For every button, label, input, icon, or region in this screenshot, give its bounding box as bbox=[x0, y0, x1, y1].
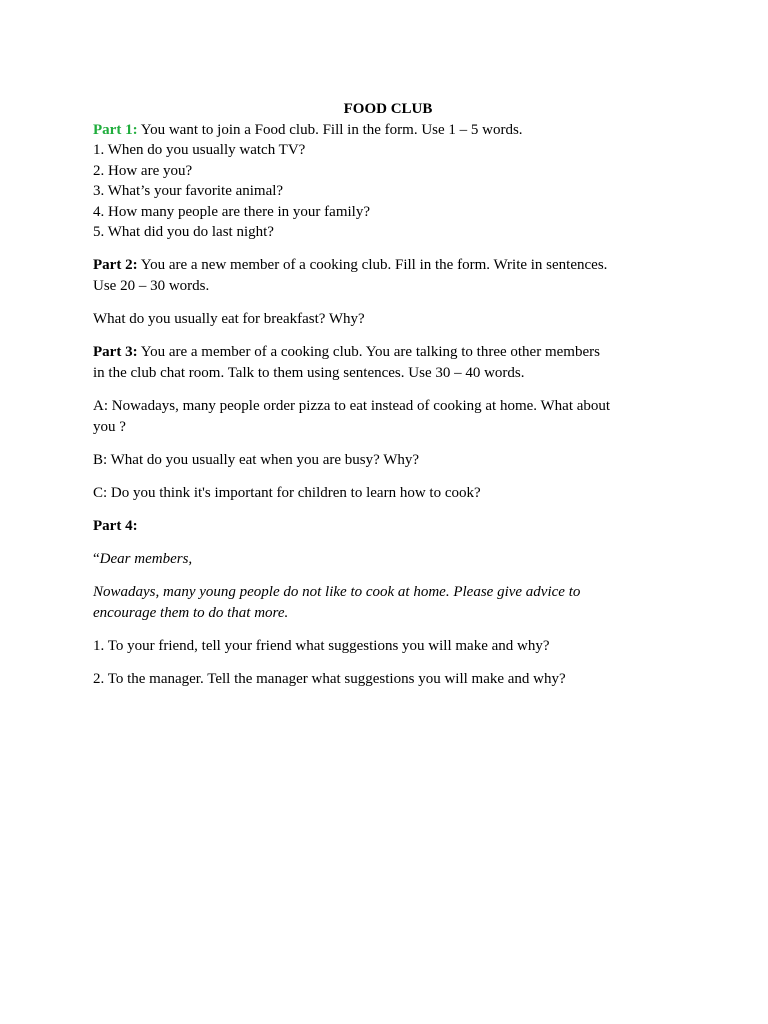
part2-instruction bbox=[93, 255, 683, 276]
worksheet bbox=[93, 99, 683, 690]
part1-label: Part 1: bbox=[93, 121, 138, 138]
part1-question-2: 2. How are you? bbox=[93, 162, 193, 179]
part3-label: Part 3: bbox=[93, 343, 138, 360]
part1-question-1: 1. When do you usually watch TV? bbox=[93, 142, 306, 158]
part1-question-3: 3. What’s your favorite animal? bbox=[93, 183, 284, 199]
part1-instruction-text: You want to join a Food club. Fill in the form. Use 1 – 5 words. bbox=[137, 121, 523, 138]
part4-salutation bbox=[93, 549, 683, 570]
part3-question-a: A: Nowadays, many people order pizza to eat instead of cooking at home. What about bbox=[93, 397, 611, 414]
part4-task-1: 1. To your friend, tell your friend what suggestions you will make and why? bbox=[93, 637, 550, 654]
part3-instruction-line1: You are a member of a cooking club. You are talking to three other members bbox=[137, 343, 600, 360]
open-quote: “ bbox=[93, 550, 100, 567]
part2-question: What do you usually eat for breakfast? Why? bbox=[93, 310, 365, 327]
part3-instruction bbox=[93, 342, 683, 363]
part4-task-2: 2. To the manager. Tell the manager what suggestions you will make and why? bbox=[93, 670, 566, 687]
part2-instruction-line1: You are a new member of a cooking club. Fill in the form. Write in sentences. bbox=[137, 256, 608, 273]
part4-label: Part 4: bbox=[93, 517, 138, 534]
part4-body-line1: Nowadays, many young people do not like to cook at home. Please give advice to bbox=[93, 583, 581, 600]
part3-question-c: C: Do you think it's important for children to learn how to cook? bbox=[93, 484, 481, 501]
part1-question-5: 5. What did you do last night? bbox=[93, 224, 274, 240]
part2-label: Part 2: bbox=[93, 256, 138, 273]
part1-question-4: 4. How many people are there in your family? bbox=[93, 203, 370, 220]
part2-instruction-line2: Use 20 – 30 words. bbox=[93, 277, 210, 294]
part3-instruction-line2: in the club chat room. Talk to them using sentences. Use 30 – 40 words. bbox=[93, 364, 525, 381]
part3-question-b: B: What do you usually eat when you are busy? Why? bbox=[93, 451, 420, 468]
salutation-text: Dear members, bbox=[99, 550, 193, 567]
part3-question-a-cont: you ? bbox=[93, 418, 126, 435]
part1-instruction bbox=[93, 120, 683, 141]
page-title: FOOD CLUB bbox=[343, 101, 433, 117]
part4-body-line2: encourage them to do that more. bbox=[93, 604, 289, 621]
